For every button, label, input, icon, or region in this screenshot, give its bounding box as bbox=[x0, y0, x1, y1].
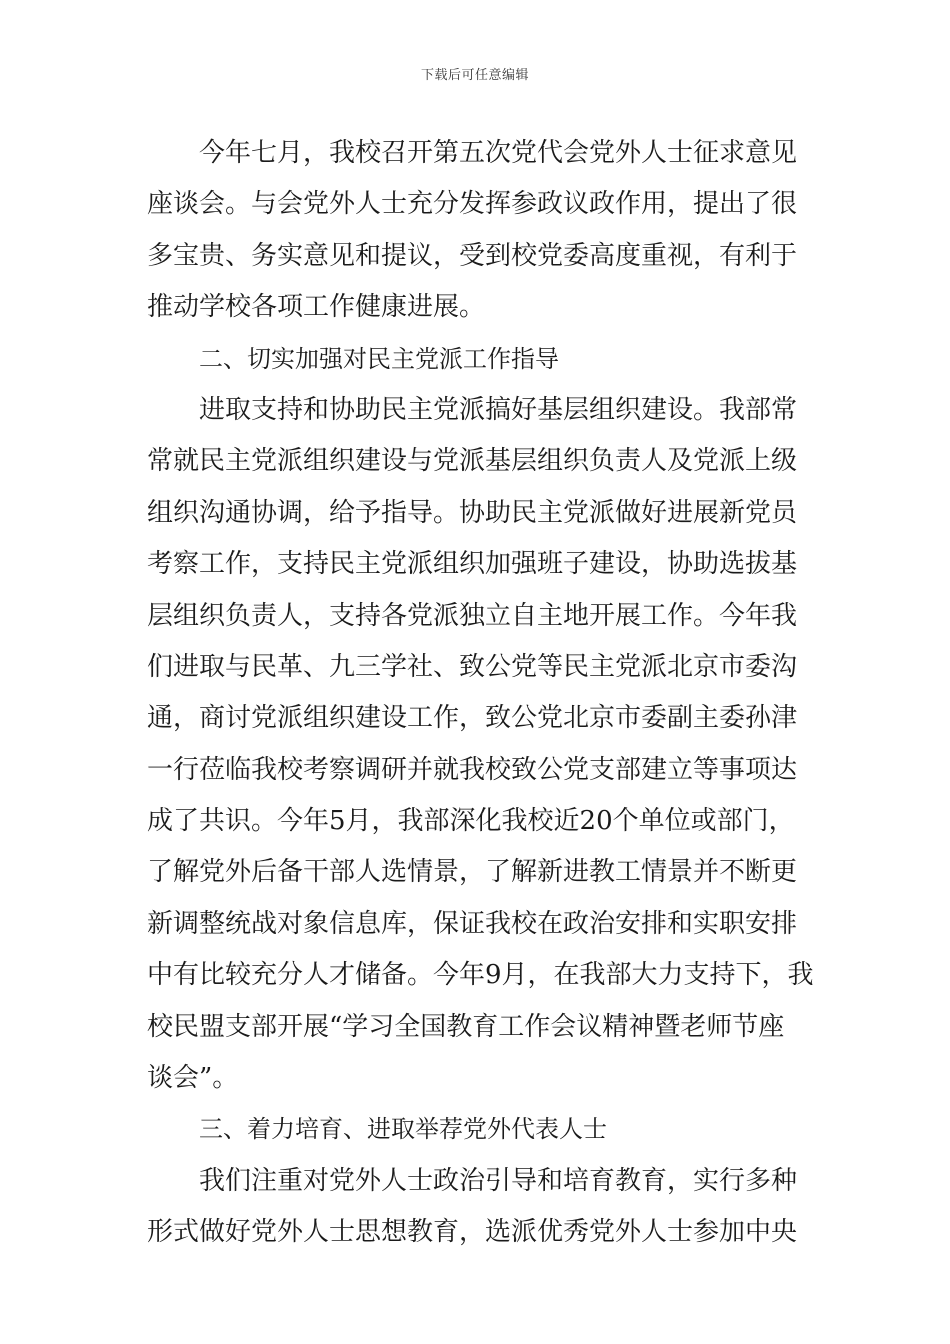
text-line: 们进取与民革、九三学社、致公党等民主党派北京市委沟 bbox=[147, 651, 798, 682]
page-header: 下载后可任意编辑 bbox=[420, 68, 529, 83]
text-line: 一行莅临我校考察调研并就我校致公党支部建立等事项达 bbox=[147, 754, 798, 785]
text-line: 成了共识。今年5月，我部深化我校近20个单位或部门， bbox=[147, 806, 795, 837]
section-heading: 三、着力培育、进取举荐党外代表人士 bbox=[199, 1115, 607, 1144]
text-line: 我们注重对党外人士政治引导和培育教育，实行多种 bbox=[199, 1165, 798, 1196]
text-line: 中有比较充分人才储备。今年9月，在我部大力支持下，我 bbox=[147, 960, 814, 991]
text-line: 了解党外后备干部人选情景，了解新进教工情景并不断更 bbox=[147, 857, 798, 888]
text-line: 层组织负责人，支持各党派独立自主地开展工作。今年我 bbox=[147, 600, 798, 631]
text-line: 组织沟通协调，给予指导。协助民主党派做好进展新党员 bbox=[147, 497, 798, 528]
text-line: 推动学校各项工作健康进展。 bbox=[147, 292, 486, 323]
text-line: 多宝贵、务实意见和提议，受到校党委高度重视，有利于 bbox=[147, 240, 798, 271]
text-line: 形式做好党外人士思想教育，选派优秀党外人士参加中央 bbox=[147, 1217, 798, 1248]
text-line: 通，商讨党派组织建设工作，致公党北京市委副主委孙津 bbox=[147, 703, 798, 734]
section-heading: 二、切实加强对民主党派工作指导 bbox=[199, 344, 559, 373]
body-text bbox=[147, 128, 814, 1259]
text-line: 校民盟支部开展“学习全国教育工作会议精神暨老师节座 bbox=[147, 1011, 785, 1042]
text-line: 常就民主党派组织建设与党派基层组织负责人及党派上级 bbox=[147, 446, 798, 477]
text-line: 座谈会。与会党外人士充分发挥参政议政作用，提出了很 bbox=[147, 189, 798, 220]
text-line: 考察工作，支持民主党派组织加强班子建设，协助选拔基 bbox=[147, 549, 798, 580]
text-line: 进取支持和协助民主党派搞好基层组织建设。我部常 bbox=[199, 394, 798, 425]
text-line: 新调整统战对象信息库，保证我校在政治安排和实职安排 bbox=[147, 908, 798, 939]
text-line: 今年七月，我校召开第五次党代会党外人士征求意见 bbox=[199, 138, 798, 168]
text-line: 谈会”。 bbox=[147, 1063, 239, 1094]
